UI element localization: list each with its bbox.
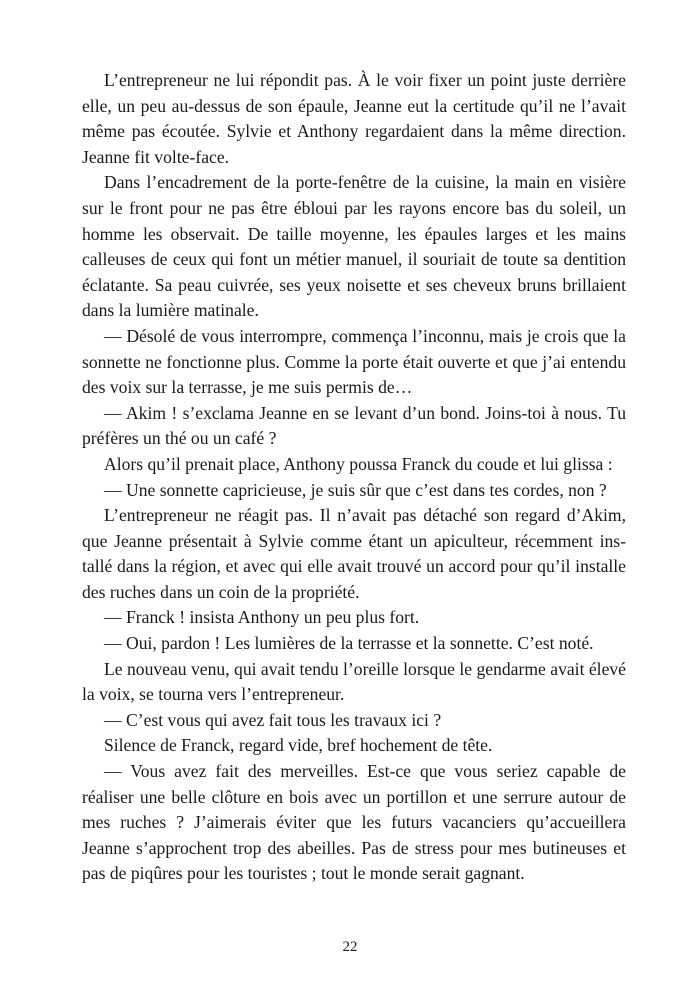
paragraph-11: — C’est vous qui avez fait tous les travaux ici ? bbox=[104, 709, 442, 730]
page-number: 22 bbox=[342, 939, 358, 955]
paragraph-6: — Une sonnette capricieuse, je suis sûr que c’est dans tes cordes, non ? bbox=[104, 479, 607, 500]
paragraph-10: Le nouveau venu, qui avait tendu l’oreille lorsque le gendarme avait élevé la voix, se tourna vers l’entrepreneur. bbox=[82, 658, 626, 705]
book-page-text bbox=[82, 68, 626, 887]
paragraph-1: L’entrepreneur ne lui répondit pas. À le voir fixer un point juste derrière elle, un peu au-dessus de son épaule, Jeanne eut la certitude qu’il ne l’avait même pas écoutée. Sylvie et Anthony regardaient dans la même direction. Jeanne fit volte-face. bbox=[82, 70, 626, 167]
paragraph-12: Silence de Franck, regard vide, bref hochement de tête. bbox=[104, 735, 493, 756]
paragraph-9: — Oui, pardon ! Les lumières de la terrasse et la sonnette. C’est noté. bbox=[104, 633, 594, 654]
paragraph-3: — Désolé de vous interrompre, commença l’inconnu, mais je crois que la sonnette ne fonctionne plus. Comme la porte était ouverte et que j’ai entendu des voix sur la terrasse, je me suis permis de… bbox=[82, 325, 626, 398]
paragraph-5: Alors qu’il prenait place, Anthony poussa Franck du coude et lui glissa : bbox=[104, 453, 613, 474]
paragraph-7: L’entrepreneur ne réagit pas. Il n’avait pas détaché son regard d’Akim, que Jeanne présentait à Sylvie comme étant un apiculteur, récemment installé dans la région, et avec qui elle avait trouvé un accord pour qu’il installe des ruches dans un coin de la propriété. bbox=[82, 505, 626, 602]
paragraph-2: Dans l’encadrement de la porte-fenêtre de la cuisine, la main en visière sur le front pour ne pas être ébloui par les rayons encore bas du soleil, un homme les observait. De taille moyenne, les épaules larges et les mains calleuses de ceux qui font un métier manuel, il souriait de toute sa dentition éclatante. Sa peau cuivrée, ses yeux noisette et ses cheveux bruns brillaient dans la lumière matinale. bbox=[82, 172, 626, 321]
paragraph-8: — Franck ! insista Anthony un peu plus fort. bbox=[104, 607, 420, 628]
paragraph-13: — Vous avez fait des merveilles. Est-ce que vous seriez capable de réaliser une belle clôture en bois avec un portillon et une serrure autour de mes ruches ? J’aimerais éviter que les futurs vacanciers qu’accueillera Jeanne s’approchent trop des abeilles. Pas de stress pour mes butineuses et pas de piqûres pour les touristes ; tout le monde serait gagnant. bbox=[82, 761, 626, 884]
paragraph-4: — Akim ! s’exclama Jeanne en se levant d’un bond. Joins-toi à nous. Tu préfères un thé ou un café ? bbox=[82, 402, 626, 449]
